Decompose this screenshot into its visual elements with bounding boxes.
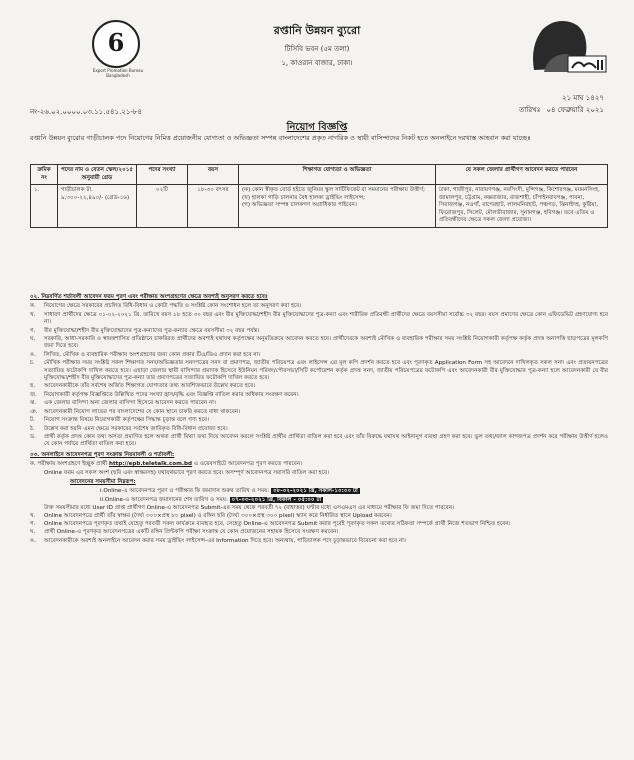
cell-districts: ঢাকা, গাজীপুর, নারায়ণগঞ্জ, নরসিংদী, মুন্সিগঞ্জ, কিশোরগঞ্জ, ময়মনসিংহ, জামালপুর, চট্টগ্রাম, কক্সবাজার, রাজশাহী, চাঁপাইনবাবগঞ্জ, পাবনা, সিরাজগঞ্জ, নওগাঁ, বাগেরহাট, লালমনিরহাট, পঞ্চগড়, ঝিনাইদহ, কুষ্টিয়া, ফিরোজপুর, সিলেট, মৌলভীবাজার, সুনামগঞ্জ, হবিগঞ্জ। তবে এতিম ও প্রতিবন্ধীদের ক্ষেত্রে সকল জেলা প্রযোজ্য।: [436, 185, 608, 228]
date-block: [519, 92, 604, 116]
list-item-text: সরকারি, আধা-সরকারি ও স্বায়ত্তশাসিত প্রতিষ্ঠানে চাকরিরত প্রার্থীদের অবশ্যই যথাযথ কর্তৃপক্ষের অনুমতিক্রমে আবেদন করতে হবে। প্রার্থীদেরকে অবশ্যই মৌখিক ও ব্যবহারিক পরীক্ষার সময় সংশ্লিষ্ট নিয়োগকারী কর্তৃপক্ষ কর্তৃক প্রদত্ত অনাপত্তি ছাড়পত্রের মূলকপি জমা দিতে হবে।: [44, 336, 608, 350]
list-item-text: প্রার্থী কর্তৃক প্রদত্ত কোন তথ্য অসত্য প্রমাণিত হলে অথবা প্রার্থী মিথ্যা তথ্য দিয়ে আবেদন করলে সংশ্লিষ্ট প্রার্থীর প্রার্থিতা বাতিল করা হবে এবং তাঁর বিরুদ্ধে যথাযথ আইনানুগ ব্যবস্থা গ্রহণ করা হবে। ভুল তথ্য/জাল কাগজপত্র প্রদর্শন করে পরীক্ষায় উত্তীর্ণ হলেও যে কোন পর্যায়ে প্রার্থিতা বাতিল করা হবে।: [44, 433, 608, 448]
list-item-text: মৌখিক পরীক্ষার সময় সংশ্লিষ্ট সকল শিক্ষাগত সনদ/অভিজ্ঞতার সনদপত্রের সনদ বা প্রমাণপত্র, জাতীয় পরিচয়পত্র এবং লাইসেন্স এর মূল কপি প্রদর্শন করতে হবে এবং পূরণকৃত Application Form সহ আবেদনে দাখিলকৃত সকল সনদ এবং প্রত্যয়নপত্রের সত্যায়িত ফটোকপি দাখিল করতে হবে। এছাড়া জেলার স্থায়ী বাসিন্দার প্রমাণক হিসেবে ইউনিয়ন পরিষদ/পৌরসভা/সিটি কর্পোরেশন কর্তৃক প্রদত্ত সনদ, জাতীয় পরিচয়পত্রের ফটোকপি এবং আবেদনকারী বীর মুক্তিযোদ্ধার পুত্র-কন্যা হলে আবেদনকারী যে বীর মুক্তিযোদ্ধা/শহীদ বীর মুক্তিযোদ্ধাদের পুত্র-কন্যা তার প্রমাণপত্রের সত্যায়িত ফটোকপি দাখিল করতে হবে।: [44, 360, 608, 382]
list-item-key: গ.: [30, 520, 36, 527]
online-heading: ০৩. অনলাইনে আবেদনপত্র পূরণ সংক্রান্ত নিয়মাবলী ও শর্তাবলী:: [30, 451, 175, 458]
qualification-item: (ক) কোন স্বীকৃত বোর্ড হইতে জুনিয়র স্কুল সার্টিফিকেট বা সমমানের পরীক্ষায় উত্তীর্ণ;: [242, 187, 425, 193]
list-item: [30, 417, 608, 424]
list-item-key: ঙ.: [30, 351, 36, 358]
list-item-text: Online আবেদনপত্রে প্রার্থী তাঁর স্বাক্ষর (দৈর্ঘ্য ৩০০×প্রস্থ ৮০ pixel) ও রঙ্গিন ছবি (দৈর্ঘ্য ৩০০×প্রস্থ ৩০০ pixel) স্ক্যান করে নির্ধারিত স্থানে Upload করবেন।: [44, 512, 392, 519]
cell-age: ১৮-৩০ বৎসর: [188, 185, 239, 228]
online-item: [30, 461, 608, 468]
cell-qualification: [239, 185, 436, 228]
list-item: [30, 409, 608, 416]
list-item-text: এক জেলার বাসিন্দা অন্য জেলার বাসিন্দা হিসেবে আবেদন করতে পারবেন না।: [44, 400, 216, 407]
conditions-list: [30, 303, 608, 448]
online-item-ka-suffix: এ ওয়েবসাইটে আবেদনপত্র পূরণ করতে পারবেন।: [193, 461, 303, 468]
list-item-key: ছ.: [30, 383, 36, 390]
conditions-heading: ০২. নিম্নবর্ণিত শর্তাবলী আবেদন ফরম পূরণ এবং পরীক্ষায় অংশগ্রহণের ক্ষেত্রে অবশ্যই অনুসরণ করতে হবেঃ: [30, 294, 268, 300]
userid-note: উক্ত সময়সীমার মধ্যে User ID প্রাপ্ত প্রার্থীগণ Online-এ আবেদনপত্র Submit-এর সময় থেকে পরবর্তী ৭২ (বাহাত্তর) ঘণ্টার মধ্যে এসএমএস এর মাধ্যমে পরীক্ষার ফি জমা দিতে পারবেন।: [44, 505, 455, 512]
cell-count: ০২টি: [137, 185, 188, 228]
list-item-text: সাধারণ প্রার্থীদের ক্ষেত্রে ০১-০২-২০২১ খ্রি. তারিখে বয়স ১৮ হতে ৩০ বছর এবং বীর মুক্তিযোদ্ধা/শহীদ বীর মুক্তিযোদ্ধাদের পুত্র-কন্যা এবং শারীরিক প্রতিবন্ধী প্রার্থীদের ক্ষেত্রে বয়সসীমা সর্বোচ্চ ৩২ বছর। বয়স প্রমাণের ক্ষেত্রে কোন এফিডেভিট গ্রহণযোগ্য হবে না।: [44, 311, 608, 326]
list-item: [30, 312, 608, 327]
list-item: [30, 529, 608, 536]
header-count: পদের সংখ্যা: [137, 165, 188, 185]
list-item-text: Online আবেদনপত্রে পূরণকৃত তথ্যই যেহেতু পরবর্তী সকল কার্যক্রমে ব্যবহৃত হবে, সেহেতু Online-এ আবেদনপত্র Submit করার পূর্বেই পূরণকৃত সকল তথ্যের সঠিকতা সম্পর্কে প্রার্থী নিজে শতভাগ নিশ্চিত হবেন।: [44, 520, 511, 527]
header-age: বয়স: [188, 165, 239, 185]
memo-number: নং-২৬.০২.০০০০.০৩.১১.৫৪১.২১-৮৪: [30, 108, 142, 116]
list-item: [30, 360, 608, 382]
schedule-end-value: ০৭-০৩-২০২১ খ্রি, বিকাল - ০৫:০০ টা: [231, 496, 322, 503]
list-item-text: নিয়োগ সংক্রান্ত বিষয়ে নিয়োগকারী কর্তৃপক্ষের সিদ্ধান্ত চূড়ান্ত বলে গণ্য হবে।: [44, 417, 209, 424]
list-item-key: গ.: [30, 327, 36, 334]
list-item: [30, 521, 608, 528]
cell-post: গাড়ীচালক টা. ৯,৩০০-২২,৪৯০/- (গ্রেড-১৬): [58, 185, 137, 228]
list-item-key: ঘ.: [30, 336, 36, 343]
date-bangla: ২১ মাঘ ১৪২৭: [562, 94, 604, 102]
list-item-key: খ.: [30, 311, 36, 318]
list-item-key: ঞ.: [30, 408, 38, 415]
intro-paragraph: রপ্তানি উন্নয়ন ব্যুরোর গাড়ীচালক পদে নিয়োগের নিমিত্ত প্রয়োজনীয় যোগ্যতা ও অভিজ্ঞতা সম্পন্ন বাংলাদেশের প্রকৃত নাগরিক ও স্থায়ী বাসিন্দাদের নিকট হতে অনলাইনে দরখাস্ত আহবান করা যাচ্ছেঃ: [30, 134, 531, 142]
cell-sl: ১.: [31, 185, 58, 228]
header-post: পদের নাম ও বেতন স্কেল/২০১৫ অনুযায়ী গ্রেড: [58, 165, 137, 185]
list-item-key: জ.: [30, 391, 37, 398]
list-item: [30, 392, 608, 399]
teletalk-link[interactable]: http://epb.teletalk.com.bd: [108, 461, 193, 468]
list-item-text: আবেদনকারীকে তাঁর সর্বশেষ অর্জিত শিক্ষাগত যোগ্যতার তথ্য আবশ্যিকভাবে উল্লেখ করতে হবে।: [44, 383, 256, 390]
list-item-text: আবেদনকারীকে অবশ্যই অনলাইনে আবেদন করার সময় ড্রাইভিং লাইসেন্স-এর Information দিতে হবে। অন্যথায়, গাড়িচালক পদে চূড়ান্তভাবে বিবেচনা করা হবে না।: [44, 537, 406, 544]
org-name: রপ্তানি উন্নয়ন ব্যুরো: [273, 24, 361, 37]
list-item-key: ঠ.: [30, 425, 35, 432]
list-item-key: ঘ.: [30, 529, 36, 536]
list-item-key: ক.: [30, 303, 36, 310]
date-label: তারিখঃ: [519, 106, 541, 114]
schedule-start: [100, 488, 608, 495]
notice-title: নিয়োগ বিজ্ঞপ্তি: [286, 122, 348, 133]
header-districts: যে সকল জেলার প্রার্থীগণ আবেদন করতে পারবেন: [436, 165, 608, 185]
schedule-start-label: i.Online-এ আবেদনপত্র পূরণ ও পরীক্ষার ফি জমাদান শুরুর তারিখ ও সময়:: [100, 488, 270, 495]
list-item-key: ঝ.: [30, 400, 37, 407]
schedule-label: আবেদনের সময়সীমা নিম্নরূপ:: [70, 478, 136, 485]
online-list: [30, 513, 608, 546]
list-item: [30, 426, 608, 433]
list-item-text: বীর মুক্তিযোদ্ধা/শহীদ বীর মুক্তিযোদ্ধাদের পুত্র-কন্যাদের পুত্র-কন্যার ক্ষেত্রে বয়সসীমা ৩২ বছর পর্যন্ত।: [44, 327, 260, 334]
table-header-row: [31, 165, 608, 185]
table-row: [31, 185, 608, 228]
list-item-text: উল্লেখ করা হয়নি এমন ক্ষেত্রে সরকারের সর্বশেষ জারিকৃত বিধি-বিধান প্রযোজ্য হবে।: [44, 425, 228, 432]
list-item: [30, 336, 608, 351]
org-address: ১, কাওরান বাজার, ঢাকা।: [281, 59, 353, 67]
list-item-key: ট.: [30, 417, 35, 424]
header-sl: ক্রমিক নং: [31, 165, 58, 185]
epb-logo: 6 Export Promotion Bureau Bangladesh: [92, 20, 140, 68]
qualification-item: (গ) অভিজ্ঞতা সম্পন্ন চালকগণ অগ্রাধিকার পাইবেন।: [242, 202, 357, 208]
list-item-key: ঙ.: [30, 537, 36, 544]
online-item-ka-prefix: ক. পরীক্ষায় অংশগ্রহণে ইচ্ছুক প্রার্থী: [30, 461, 108, 468]
list-item: [30, 383, 608, 390]
list-item: [30, 513, 608, 520]
posts-table: [30, 164, 608, 228]
list-item: [30, 352, 608, 359]
schedule-start-value: ০৮-০২-২০২১ খ্রি, সকাল-১০:০০ টা: [273, 488, 358, 495]
date-english: ০৪ ফেব্রুয়ারি ২০২১: [546, 106, 604, 114]
list-item-key: খ.: [30, 512, 36, 519]
header-qualification: শিক্ষাগত যোগ্যতা ও অভিজ্ঞতা: [239, 165, 436, 185]
mujib-borsho-logo: [524, 16, 608, 78]
list-item-text: নিয়োগকারী কর্তৃপক্ষ বিজ্ঞপ্তিতে উল্লিখিত পদের সংখ্যা হ্রাস/বৃদ্ধি এবং বিজ্ঞপ্তি বাতিল করার অধিকার সংরক্ষণ করেন।: [44, 391, 299, 398]
list-item: [30, 328, 608, 335]
schedule-end-label: ii.Online-এ আবেদনপত্র জমাদানের শেষ তারিখ ও সময়:: [100, 496, 228, 503]
list-item-key: ড.: [30, 433, 36, 440]
online-form-note: Online ফরম এর সকল অংশ (ছবি এবং স্বাক্ষরসহ) যথাযথভাবে পূরণ করতে হবে। অসম্পূর্ণ আবেদনপত্র সরাসরি বাতিল করা হবে।: [44, 469, 330, 476]
conditions-section: [30, 294, 608, 546]
org-header: [200, 22, 434, 69]
qualification-item: (খ) হালকা গাড়ি চালনার বৈধ হালকা ড্রাইভিং লাইসেন্স;: [242, 194, 365, 201]
list-item: [30, 538, 608, 545]
list-item: [30, 434, 608, 449]
list-item-text: নিয়োগের ক্ষেত্রে সরকারের প্রচলিত বিধি-বিধান ও কোটা পদ্ধতি ও সংশ্লিষ্ট কোন সংশোধন হলে তা অনুসরণ করা হবে।: [44, 303, 302, 310]
org-building: টিসিবি ভবন (৫ম তলা): [284, 45, 350, 53]
list-item-text: আবেদনকারী নিয়োগ লাভের পর বাংলাদেশের যে কোন স্থানে চাকরি করতে বাধ্য থাকবেন।: [44, 408, 241, 415]
schedule-end: [100, 497, 608, 504]
list-item-key: চ.: [30, 360, 35, 367]
list-item-text: প্রার্থী Online-এ পূরণকৃত আবেদনপত্রের একটি রঙ্গিন প্রিন্টকপি পরীক্ষা সংক্রান্ত যে কোন প্রয়োজনের সহায়ক হিসেবে সংরক্ষণ করবেন।: [44, 529, 339, 536]
list-item: [30, 303, 608, 310]
list-item-text: লিখিত, মৌখিক ও ব্যবহারিক পরীক্ষায় অংশগ্রহণের জন্য কোন প্রকার টিএ/ডিএ প্রদান করা হবে না।: [44, 351, 261, 358]
list-item: [30, 400, 608, 407]
logo-caption: Export Promotion Bureau Bangladesh: [92, 68, 144, 78]
